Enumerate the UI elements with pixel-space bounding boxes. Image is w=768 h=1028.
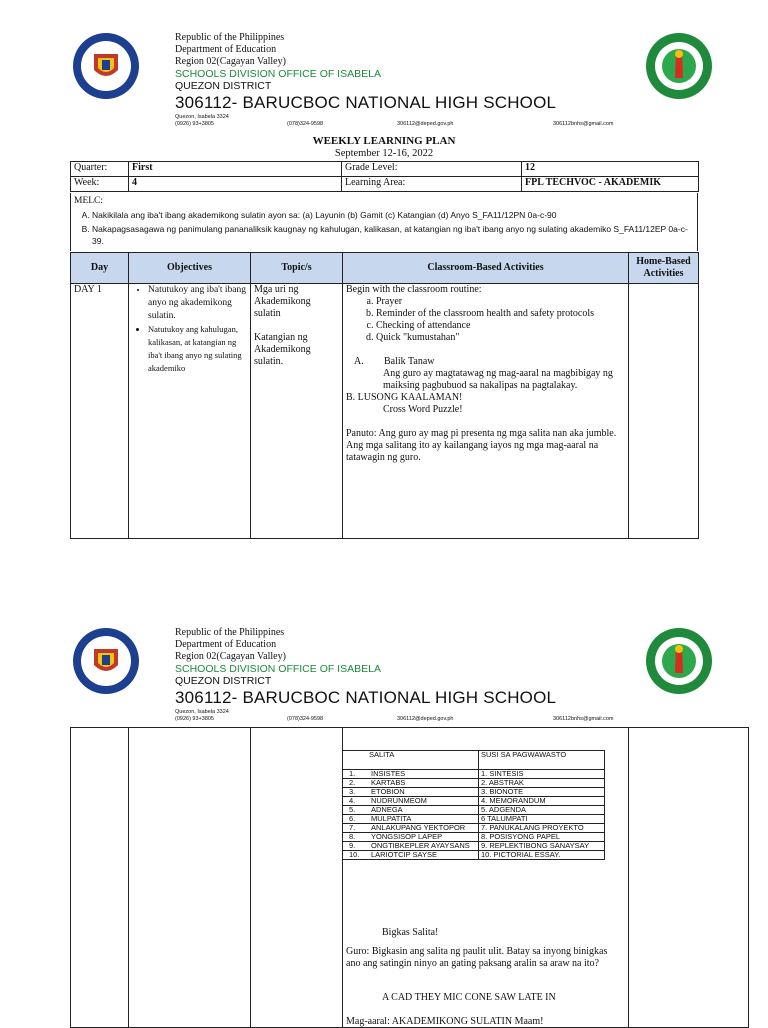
melc-item: B. Nakapagsasagawa ng panimulang pananaliksik kaugnay ng kahulugan, kalikasan, at katangian ng iba't ibang anyo ng sulating akademiko S_FA11/12EP 0a-c-39. xyxy=(92,223,694,247)
guro-text: Guro: Bigkasin ang salita ng paulit ulit. Batay sa inyong binigkas ano ang satingin ninyo an gating paksang aralin sa araw na ito? xyxy=(346,946,608,969)
crossword-label: Cross Word Puzzle! xyxy=(383,404,463,415)
area-label: Learning Area: xyxy=(342,177,522,192)
word-row: 10. LARIOTCIP SAYSE 10. PICTORIAL ESSAY. xyxy=(343,851,605,860)
division-line: SCHOOLS DIVISION OFFICE OF ISABELA xyxy=(175,68,381,80)
objectives-cell xyxy=(129,728,251,1028)
republic-line: Republic of the Philippines xyxy=(175,627,285,638)
header-objectives: Objectives xyxy=(129,253,251,284)
header-day: Day xyxy=(71,253,129,284)
gmail-text: 306112bnhs@gmail.com xyxy=(553,121,614,127)
header-classroom-activities: Classroom-Based Activities xyxy=(343,253,629,284)
plan-title: WEEKLY LEARNING PLAN xyxy=(312,135,456,147)
word-row: 6. MULPATITA 6 TALUMPATI xyxy=(343,815,605,824)
letterhead-text xyxy=(175,627,695,729)
header-topics: Topic/s xyxy=(251,253,343,284)
balik-tanaw-text: Ang guro ay magtatawag ng mag-aaral na magbibigay ng maiksing pagbubuod sa nakalipas na pagtalakay. xyxy=(383,368,613,391)
department-line: Department of Education xyxy=(175,44,277,55)
word-row: 3. ETOBION 3. BIONOTE xyxy=(343,788,605,797)
phone-text: (0926) 93+3805 xyxy=(175,121,214,127)
word-row: 4. NUDRUNMEOM 4. MEMORANDUM xyxy=(343,797,605,806)
email-text: 306112@deped.gov.ph xyxy=(397,716,454,722)
objective-item: • Natutukoy ang kahulugan, kalikasan, at katangian ng iba't ibang anyo ng sulating akademiko xyxy=(148,323,247,375)
lusong-heading: B. LUSONG KAALAMAN! xyxy=(346,392,463,403)
col-salita: SALITA xyxy=(343,751,479,770)
balik-tanaw-heading: A. Balik Tanaw xyxy=(354,356,435,367)
contact-line xyxy=(175,709,695,729)
district-line: QUEZON DISTRICT xyxy=(175,80,272,92)
word-row: 2. KARTABS 2. ABSTRAK xyxy=(343,779,605,788)
letterhead xyxy=(0,625,768,725)
plan-date: September 12-16, 2022 xyxy=(334,148,434,159)
routine-item: b. Reminder of the classroom health and safety protocols xyxy=(376,308,625,320)
cad-text: A CAD THEY MIC CONE SAW LATE IN xyxy=(382,992,556,1003)
header-home-activities: Home-Based Activities xyxy=(629,253,699,284)
word-row: 1. INSISTES 1. SINTESIS xyxy=(343,770,605,779)
address-text: Quezon, Isabela 3324 xyxy=(175,709,229,715)
division-seal-icon xyxy=(645,627,713,695)
col-susi: SUSI SA PAGWAWASTO xyxy=(479,751,605,770)
region-line: Region 02(Cagayan Valley) xyxy=(175,651,286,662)
word-puzzle-table xyxy=(342,750,605,860)
day-cell xyxy=(71,728,129,1028)
phone-text: (0926) 93+3805 xyxy=(175,716,214,722)
department-line: Department of Education xyxy=(175,639,277,650)
panuto-text: Panuto: Ang guro ay mag pi presenta ng mga salita nan aka jumble. Ang mga salitang ito ay kailangang iayos ng mga mag-aaral na tatawagin ng guro. xyxy=(346,428,617,463)
week-value: 4 xyxy=(129,177,342,192)
topic-item: Katangian ng Akademikong sulatin. xyxy=(254,332,311,367)
topic-item: Mga uri ng Akademikong sulatin xyxy=(254,284,311,319)
routine-item: d. Quick "kumustahan" xyxy=(376,332,625,344)
address-text: Quezon, Isabela 3324 xyxy=(175,114,229,120)
word-row: 9. ONGTIBKEPLER AYAYSANS 9. REPLEKTIBONG SANAYSAY xyxy=(343,842,605,851)
republic-line: Republic of the Philippines xyxy=(175,32,285,43)
routine-item: a. Prayer xyxy=(376,296,625,308)
magaaral-text: Mag-aaral: AKADEMIKONG SULATIN Maam! xyxy=(346,1016,544,1027)
grade-label: Grade Level: xyxy=(342,162,522,177)
week-label: Week: xyxy=(71,177,129,192)
activity-intro: Begin with the classroom routine: xyxy=(346,284,482,295)
division-line: SCHOOLS DIVISION OFFICE OF ISABELA xyxy=(175,663,381,675)
melc-item: A. Nakikilala ang iba't ibang akademikong sulatin ayon sa: (a) Layunin (b) Gamit (c) Katangian (d) Anyo S_FA11/12PN 0a-c-90 xyxy=(92,209,694,221)
email-text: 306112@deped.gov.ph xyxy=(397,121,454,127)
quarter-value: First xyxy=(129,162,342,177)
word-row: 7. ANLAKUPANG YEKTOPOR 7. PANUKALANG PROYEKTO xyxy=(343,824,605,833)
region-line: Region 02(Cagayan Valley) xyxy=(175,56,286,67)
bigkas-heading: Bigkas Salita! xyxy=(382,927,439,938)
deped-seal-icon xyxy=(72,627,140,695)
topics-cell xyxy=(251,728,343,1028)
school-name: 306112- BARUCBOC NATIONAL HIGH SCHOOL xyxy=(175,688,557,707)
tel-text: (078)324-9598 xyxy=(287,121,324,127)
gmail-text: 306112bnhs@gmail.com xyxy=(553,716,614,722)
district-line: QUEZON DISTRICT xyxy=(175,675,272,687)
objective-item: • Natutukoy ang iba't ibang anyo ng akademikong sulatin. xyxy=(148,284,247,323)
tel-text: (078)324-9598 xyxy=(287,716,324,722)
word-row: 8. YONGSISOP LAPEP 8. POSISYONG PAPEL xyxy=(343,833,605,842)
word-header-row xyxy=(343,751,605,770)
grade-value: 12 xyxy=(522,162,699,177)
routine-item: c. Checking of attendance xyxy=(376,320,625,332)
area-value: FPL TECHVOC - AKADEMIK xyxy=(522,177,699,192)
day-cell: DAY 1 xyxy=(71,284,129,539)
melc-label: MELC: xyxy=(74,196,104,206)
quarter-label: Quarter: xyxy=(71,162,129,177)
word-row: 5. ADNEGA 5. ADGENDA xyxy=(343,806,605,815)
school-name: 306112- BARUCBOC NATIONAL HIGH SCHOOL xyxy=(175,93,557,112)
home-activities-cell xyxy=(629,728,749,1028)
